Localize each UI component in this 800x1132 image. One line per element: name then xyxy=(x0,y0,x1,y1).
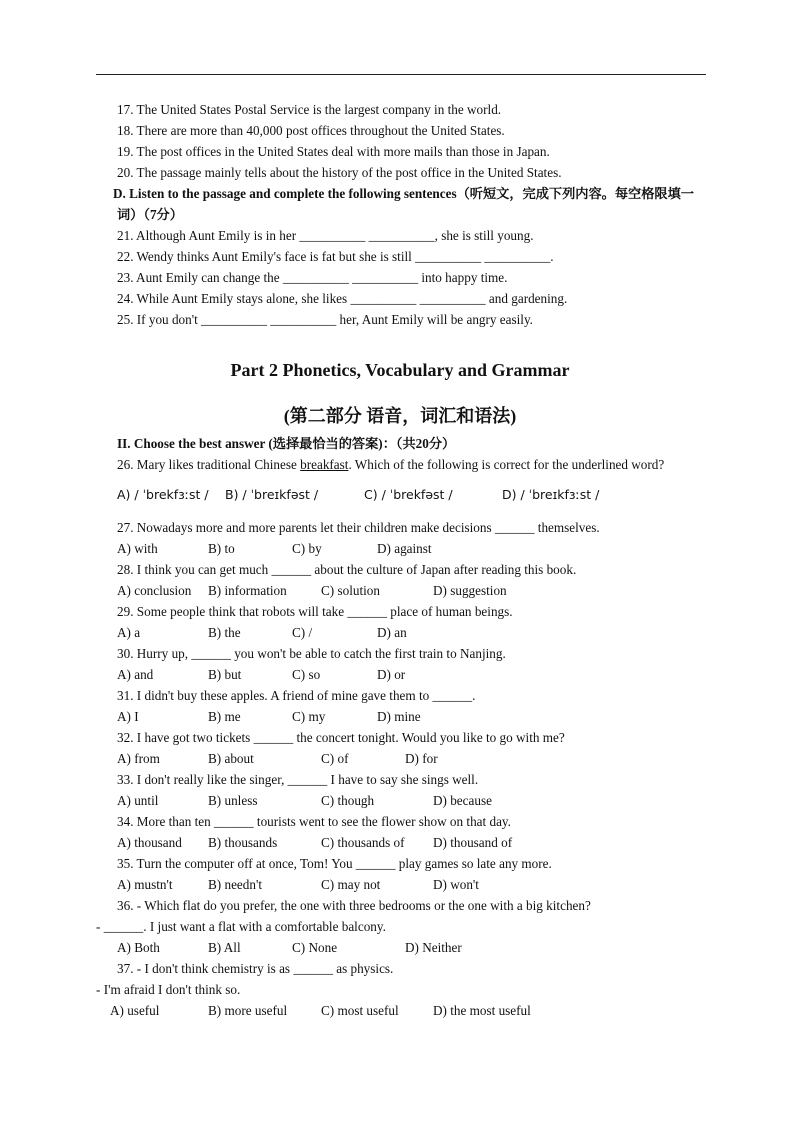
header-rule xyxy=(96,74,706,75)
question-24: 24. While Aunt Emily stays alone, she likes __________ __________ and gardening. xyxy=(117,291,568,306)
q34-option-a: A) thousand xyxy=(117,835,182,850)
question-18: 18. There are more than 40,000 post offices throughout the United States. xyxy=(117,123,505,138)
q27-options xyxy=(117,538,717,559)
q30-options xyxy=(117,664,717,685)
content-top xyxy=(113,99,717,330)
q35-option-c: C) may not xyxy=(321,877,381,892)
section-ii-heading: II. Choose the best answer (选择最恰当的答案)：（共20分） xyxy=(117,436,456,451)
q30-option-d: D) or xyxy=(377,667,406,682)
question-17: 17. The United States Postal Service is the largest company in the world. xyxy=(117,102,502,117)
question-31: 31. I didn't buy these apples. A friend of mine gave them to ______. xyxy=(117,688,476,703)
q37-option-c: C) most useful xyxy=(321,1003,399,1018)
q31-options xyxy=(117,706,717,727)
q26-option-d: D) / ˈbreɪkfɜːst / xyxy=(502,487,600,502)
q36-option-b: B) All xyxy=(208,940,241,955)
q35-options xyxy=(117,874,717,895)
q26-underlined-word: breakfast xyxy=(300,457,349,472)
question-37: 37. - I don't think chemistry is as ______ as physics. xyxy=(117,961,394,976)
q33-option-c: C) though xyxy=(321,793,375,808)
q30-option-a: A) and xyxy=(117,667,154,682)
q36-reply: - ______. I just want a flat with a comfortable balcony. xyxy=(96,919,386,934)
q35-option-a: A) mustn't xyxy=(117,877,173,892)
q36-option-d: D) Neither xyxy=(405,940,462,955)
q36-options xyxy=(117,937,717,958)
q33-options xyxy=(117,790,717,811)
q29-option-c: C) / xyxy=(292,625,313,640)
q29-option-d: D) an xyxy=(377,625,407,640)
question-29: 29. Some people think that robots will take ______ place of human beings. xyxy=(117,604,513,619)
content-bottom xyxy=(96,433,717,1021)
q26-option-c: C) / ˈbrekfəst / xyxy=(364,487,453,502)
question-28: 28. I think you can get much ______ about the culture of Japan after reading this book. xyxy=(117,562,577,577)
q29-option-b: B) the xyxy=(208,625,241,640)
q37-reply: - I'm afraid I don't think so. xyxy=(96,982,241,997)
q34-option-b: B) thousands xyxy=(208,835,278,850)
q34-option-d: D) thousand of xyxy=(433,835,513,850)
q36-option-c: C) None xyxy=(292,940,338,955)
question-23: 23. Aunt Emily can change the __________ __________ into happy time. xyxy=(117,270,508,285)
q28-option-a: A) conclusion xyxy=(117,583,192,598)
q32-option-d: D) for xyxy=(405,751,438,766)
q26-option-a: A) / ˈbrekfɜːst / xyxy=(117,487,209,502)
q31-option-c: C) my xyxy=(292,709,326,724)
question-19: 19. The post offices in the United States deal with more mails than those in Japan. xyxy=(117,144,550,159)
q35-option-b: B) needn't xyxy=(208,877,263,892)
question-25: 25. If you don't __________ __________ her, Aunt Emily will be angry easily. xyxy=(117,312,533,327)
question-26 xyxy=(117,454,717,475)
q26-option-b: B) / ˈbreɪkfəst / xyxy=(225,487,319,502)
question-21: 21. Although Aunt Emily is in her __________ __________, she is still young. xyxy=(117,228,534,243)
q32-option-a: A) from xyxy=(117,751,160,766)
q29-options xyxy=(117,622,717,643)
q31-option-a: A) I xyxy=(117,709,139,724)
question-30: 30. Hurry up, ______ you won't be able to catch the first train to Nanjing. xyxy=(117,646,506,661)
q37-option-d: D) the most useful xyxy=(433,1003,531,1018)
q30-option-c: C) so xyxy=(292,667,321,682)
q27-option-a: A) with xyxy=(117,541,158,556)
question-36: 36. - Which flat do you prefer, the one with three bedrooms or the one with a big kitchen? xyxy=(117,898,591,913)
q28-option-c: C) solution xyxy=(321,583,380,598)
q35-option-d: D) won't xyxy=(433,877,479,892)
q31-option-d: D) mine xyxy=(377,709,421,724)
q30-option-b: B) but xyxy=(208,667,242,682)
q27-option-c: C) by xyxy=(292,541,322,556)
q33-option-d: D) because xyxy=(433,793,492,808)
q34-options xyxy=(117,832,717,853)
q29-option-a: A) a xyxy=(117,625,141,640)
section-d-heading: D. Listen to the passage and complete the following sentences（听短文，完成下列内容。每空格限填一 xyxy=(113,186,694,201)
q32-option-b: B) about xyxy=(208,751,254,766)
question-33: 33. I don't really like the singer, ______ I have to say she sings well. xyxy=(117,772,479,787)
question-27: 27. Nowadays more and more parents let their children make decisions ______ themselves. xyxy=(117,520,600,535)
q37-option-a: A) useful xyxy=(110,1003,160,1018)
q37-options xyxy=(110,1000,717,1021)
q36-option-a: A) Both xyxy=(117,940,160,955)
question-35: 35. Turn the computer off at once, Tom! You ______ play games so late any more. xyxy=(117,856,552,871)
question-22: 22. Wendy thinks Aunt Emily's face is fat but she is still __________ __________. xyxy=(117,249,554,264)
q28-option-b: B) information xyxy=(208,583,287,598)
q26-stem-after: . Which of the following is correct for the underlined word? xyxy=(348,457,665,472)
q37-option-b: B) more useful xyxy=(208,1003,288,1018)
q34-option-c: C) thousands of xyxy=(321,835,405,850)
q27-option-d: D) against xyxy=(377,541,432,556)
q27-option-b: B) to xyxy=(208,541,235,556)
q26-options xyxy=(117,481,717,509)
section-d-heading-cont: 词）（7分） xyxy=(117,207,183,222)
part2-title-cn: (第二部分 语音，词汇和语法) xyxy=(283,406,517,426)
question-20: 20. The passage mainly tells about the history of the post office in the United States. xyxy=(117,165,562,180)
q26-stem-before: 26. Mary likes traditional Chinese xyxy=(117,457,301,472)
q33-option-b: B) unless xyxy=(208,793,258,808)
q33-option-a: A) until xyxy=(117,793,159,808)
question-32: 32. I have got two tickets ______ the concert tonight. Would you like to go with me? xyxy=(117,730,565,745)
question-34: 34. More than ten ______ tourists went to see the flower show on that day. xyxy=(117,814,511,829)
q32-options xyxy=(117,748,717,769)
part2-title: Part 2 Phonetics, Vocabulary and Grammar xyxy=(230,360,570,380)
q31-option-b: B) me xyxy=(208,709,241,724)
q32-option-c: C) of xyxy=(321,751,349,766)
q28-options xyxy=(117,580,717,601)
q28-option-d: D) suggestion xyxy=(433,583,507,598)
